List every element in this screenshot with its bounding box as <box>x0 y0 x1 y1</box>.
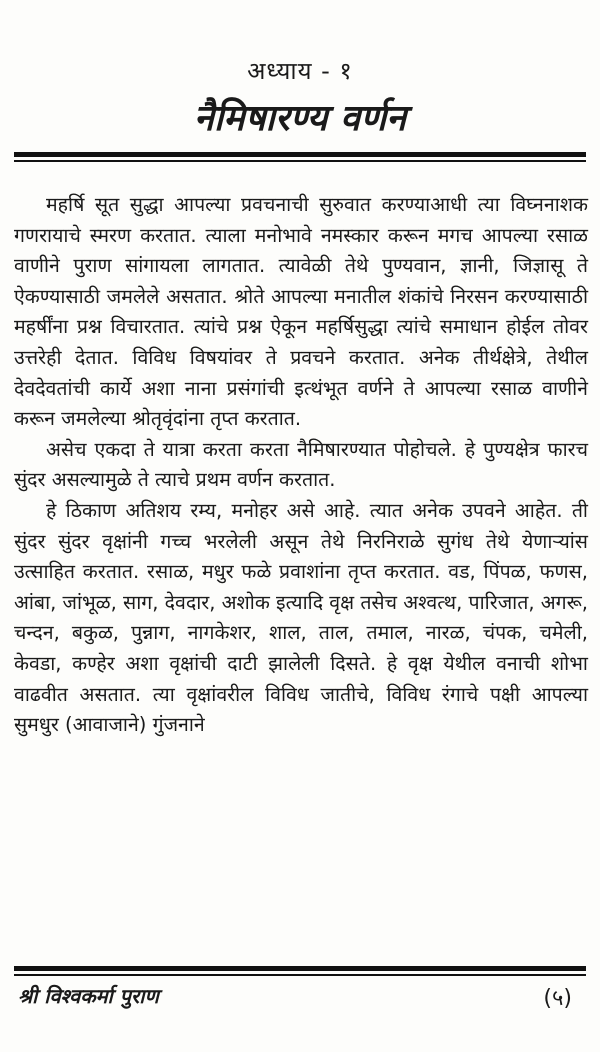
footer-rule-thick <box>14 966 586 971</box>
chapter-title: नैमिषारण्य वर्णन <box>193 98 407 139</box>
body-paragraph: महर्षि सूत सुद्धा आपल्या प्रवचनाची सुरुवात करण्याआधी त्या विघ्ननाशक गणरायाचे स्मरण करतात. त्याला मनोभावे नमस्कार करून मगच आपल्या रसाळ वाणीने पुराण सांगायला लागतात. त्यावेळी तेथे पुण्यवान, ज्ञानी, जिज्ञासू ते ऐकण्यासाठी जमलेले असतात. श्रोते आपल्या मनातील शंकांचे निरसन करण्यासाठी महर्षींना प्रश्न विचारतात. त्यांचे प्रश्न ऐकून महर्षिसुद्धा त्यांचे समाधान होईल तोवर उत्तरेही देतात. विविध विषयांवर ते प्रवचने करतात. अनेक तीर्थक्षेत्रे, तेथील देवदेवतांची कार्ये अशा नाना प्रसंगांची इत्थंभूत वर्णने ते आपल्या रसाळ वाणीने करून जमलेल्या श्रोतृवृंदांना तृप्त करतात. <box>14 193 588 431</box>
body-paragraph: असेच एकदा ते यात्रा करता करता नैमिषारण्यात पोहोचले. हे पुण्यक्षेत्र फारच सुंदर असल्यामुळे ते त्याचे प्रथम वर्णन करतात. <box>14 437 588 492</box>
page-number: (५) <box>543 986 572 1011</box>
chapter-label: अध्याय - १ <box>247 57 353 85</box>
book-title: श्री विश्वकर्मा पुराण <box>18 984 159 1008</box>
chapter-body <box>14 190 588 741</box>
header-rule-thin <box>14 160 586 162</box>
body-paragraph: हे ठिकाण अतिशय रम्य, मनोहर असे आहे. त्यात अनेक उपवने आहेत. ती सुंदर सुंदर वृक्षांनी गच्च भरलेली असून तेथे निरनिराळे सुगंध तेथे येणाऱ्यांस उत्साहित करतात. रसाळ, मधुर फळे प्रवाशांना तृप्त करतात. वड, पिंपळ, फणस, आंबा, जांभूळ, साग, देवदार, अशोक इत्यादि वृक्ष तसेच अश्वत्थ, पारिजात, अगरू, चन्दन, बकुळ, पुन्नाग, नागकेशर, शाल, ताल, तमाल, नारळ, चंपक, चमेली, केवडा, कण्हेर अशा वृक्षांची दाटी झालेली दिसते. हे वृक्ष येथील वनाची शोभा वाढवीत असतात. त्या वृक्षांवरील विविध जातीचे, विविध रंगाचे पक्षी आपल्या सुमधुर (आवाजाने) गुंजनाने <box>14 498 588 737</box>
footer-rule-thin <box>14 974 586 976</box>
header-rule-thick <box>14 152 586 157</box>
